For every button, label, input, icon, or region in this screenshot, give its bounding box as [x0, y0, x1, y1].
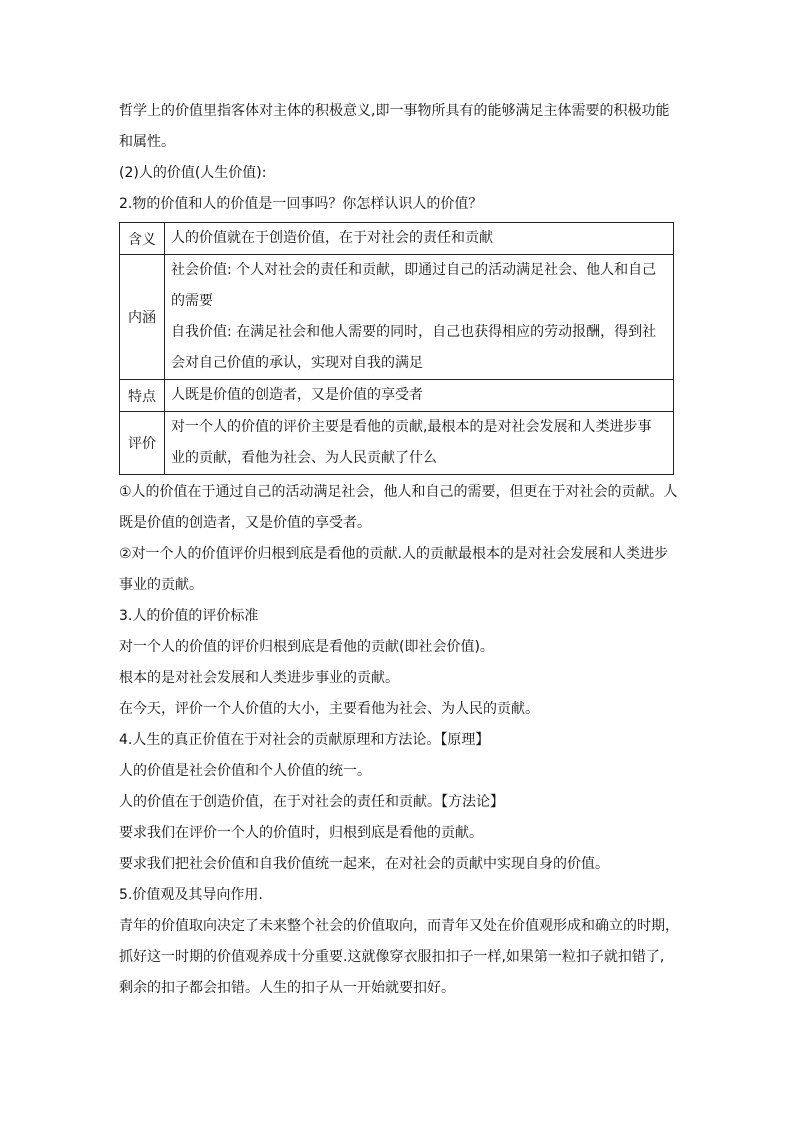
table-line: 对一个人的价值的评价主要是看他的贡献,最根本的是对社会发展和人类进步事 [171, 419, 652, 435]
table-row [120, 223, 674, 255]
body-line: 剩余的扣子都会扣错。人生的扣子从一开始就要扣好。 [119, 980, 455, 996]
intro-line-2: 和属性。 [119, 134, 175, 150]
table-key: 含义 [120, 223, 165, 255]
table-line: 人的价值就在于创造价值，在于对社会的责任和贡献 [171, 230, 493, 246]
body-line: 4.人生的真正价值在于对社会的贡献原理和方法论。【原理】 [119, 732, 490, 748]
intro-line-1: 哲学上的价值里指客体对主体的积极意义,即一事物所具有的能够满足主体需要的积极功能 [119, 103, 670, 119]
table-value [165, 223, 674, 255]
body-line: 在今天，评价一个人价值的大小，主要看他为社会、为人民的贡献。 [119, 701, 539, 717]
table-line: 的需要 [171, 293, 213, 309]
table-row [120, 380, 674, 412]
body-line: 3.人的价值的评价标准 [119, 608, 259, 624]
table-key: 内涵 [120, 255, 165, 380]
table-line: 自我价值: 在满足社会和他人需要的同时，自己也获得相应的劳动报酬，得到社 [171, 324, 657, 340]
table-key: 特点 [120, 380, 165, 412]
table-line: 会对自己价值的承认，实现对自我的满足 [171, 355, 423, 371]
table-row [120, 412, 674, 475]
section-heading: (2)人的价值(人生价值): [119, 165, 267, 181]
table-line: 社会价值: 个人对社会的责任和贡献，即通过自己的活动满足社会、他人和自己 [171, 262, 657, 278]
body-line: 人的价值是社会价值和个人价值的统一。 [119, 763, 371, 779]
body-line: 要求我们在评价一个人的价值时，归根到底是看他的贡献。 [119, 825, 483, 841]
table-line: 业的贡献，看他为社会、为人民贡献了什么 [171, 450, 437, 466]
body-line: 对一个人的价值的评价归根到底是看他的贡献(即社会价值)。 [119, 639, 494, 655]
question-heading: 2.物的价值和人的价值是一回事吗？你怎样认识人的价值？ [119, 196, 483, 212]
body-line: 青年的价值取向决定了未来整个社会的价值取向，而青年又处在价值观形成和确立的时期， [119, 918, 679, 934]
table-line: 人既是价值的创造者，又是价值的享受者 [171, 387, 423, 403]
body-line: 5.价值观及其导向作用. [119, 887, 263, 903]
body-line: 抓好这一时期的价值观养成十分重要.这就像穿衣服扣扣子一样,如果第一粒扣子就扣错了, [119, 949, 665, 965]
body-line: ①人的价值在于通过自己的活动满足社会，他人和自己的需要，但更在于对社会的贡献。人 [119, 484, 678, 500]
table-value [165, 412, 674, 475]
table-row [120, 255, 674, 380]
body-line: 要求我们把社会价值和自我价值统一起来，在对社会的贡献中实现自身的价值。 [119, 856, 609, 872]
body-line: 根本的是对社会发展和人类进步事业的贡献。 [119, 670, 399, 686]
table-value [165, 255, 674, 380]
body-line: ②对一个人的价值评价归根到底是看他的贡献.人的贡献最根本的是对社会发展和人类进步 [119, 546, 668, 562]
table-value [165, 380, 674, 412]
body-line: 既是价值的创造者，又是价值的享受者。 [119, 515, 371, 531]
document-page [119, 96, 679, 1004]
body-line: 人的价值在于创造价值，在于对社会的责任和贡献。【方法论】 [119, 794, 504, 810]
body-line: 事业的贡献。 [119, 577, 203, 593]
table-key: 评价 [120, 412, 165, 475]
value-table [119, 222, 674, 475]
